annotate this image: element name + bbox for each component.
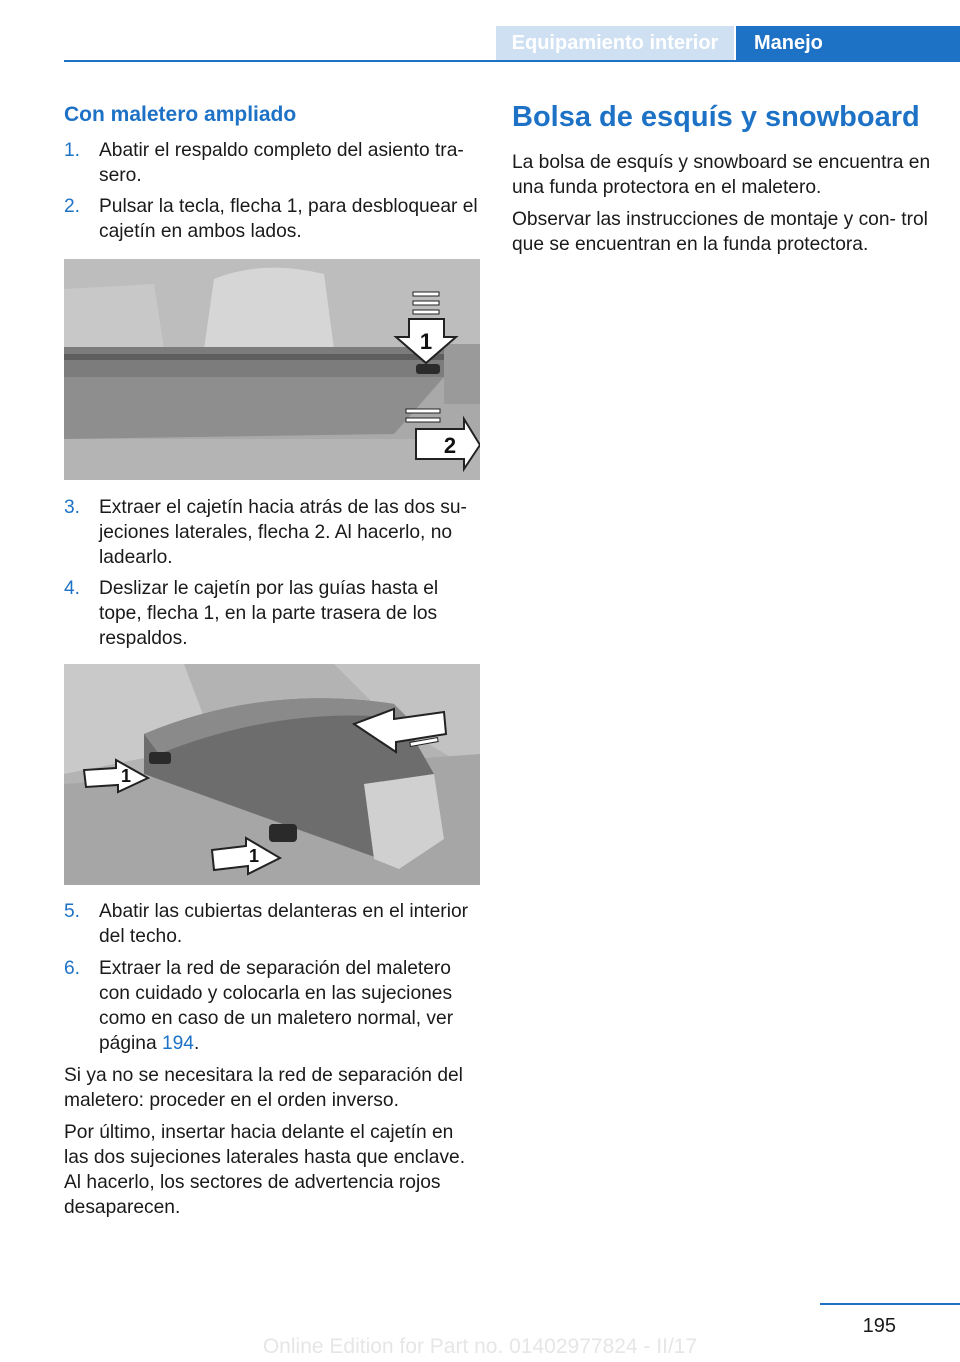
footer-edition: Online Edition for Part no. 01402977824 - II/17 xyxy=(262,1335,698,1358)
step-text: Pulsar la tecla, flecha 1, para desbloquear el cajetín en ambos lados. xyxy=(99,196,478,242)
page-reference-link[interactable]: 194 xyxy=(161,1033,194,1054)
step-number: 5. xyxy=(64,901,81,922)
step-1 xyxy=(64,138,482,188)
paragraph-ski-bag-location: La bolsa de esquís y snowboard se encuentra en una funda protectora en el maletero. xyxy=(512,152,931,198)
subheading-ampliado: Con maletero ampliado xyxy=(64,103,297,126)
step-text: Abatir las cubiertas delanteras en el interior del techo. xyxy=(99,901,469,947)
step-number: 2. xyxy=(64,196,81,217)
step-6 xyxy=(64,956,482,1056)
step-5 xyxy=(64,899,482,949)
figure-trunk-cover-unlock xyxy=(64,259,480,480)
step-number: 3. xyxy=(64,497,81,518)
step-2 xyxy=(64,194,482,244)
header-rule xyxy=(64,60,960,62)
figure-1-illustration xyxy=(64,259,480,480)
step-text xyxy=(99,956,482,1056)
step-3 xyxy=(64,495,482,570)
paragraph-ski-bag-instructions: Observar las instrucciones de montaje y con‐ trol que se encuentran en la funda protectora. xyxy=(512,209,928,255)
step-number: 6. xyxy=(64,958,81,979)
arrow-label-2: 2 xyxy=(443,433,457,458)
figure-trunk-cover-slide xyxy=(64,664,480,885)
paragraph-insert-box: Por último, insertar hacia delante el cajetín en las dos sujeciones laterales hasta que enclave. Al hacerlo, los sectores de advertencia rojos desaparecen. xyxy=(64,1122,466,1218)
step-text: Extraer el cajetín hacia atrás de las dos su‐ jeciones laterales, flecha 2. Al hacerlo, no ladearlo. xyxy=(99,497,467,568)
step-4 xyxy=(64,576,482,651)
footer-rule xyxy=(820,1303,960,1305)
step-number: 4. xyxy=(64,578,81,599)
step-6-period: . xyxy=(193,1033,200,1054)
step-text: Deslizar le cajetín por las guías hasta el tope, flecha 1, en la parte trasera de los respaldos. xyxy=(99,578,439,649)
heading-ski-bag: Bolsa de esquís y snowboard xyxy=(512,101,920,133)
header-section-tab: Equipamiento interior xyxy=(496,26,734,60)
arrow-label-1a: 1 xyxy=(120,766,132,786)
step-6-text: Extraer la red de separación del maletero con cuidado y colocarla en las sujeciones como en caso de un maletero normal, ver página xyxy=(99,958,454,1054)
header-chapter-tab: Manejo xyxy=(736,26,960,60)
arrow-label-1b: 1 xyxy=(248,846,260,866)
figure-2-illustration xyxy=(64,664,480,885)
page-number: 195 xyxy=(862,1315,896,1337)
step-text: Abatir el respaldo completo del asiento tra‐ sero. xyxy=(99,140,464,186)
paragraph-reverse-order: Si ya no se necesitara la red de separación del maletero: proceder en el orden inverso. xyxy=(64,1065,463,1111)
step-number: 1. xyxy=(64,140,81,161)
arrow-label-1: 1 xyxy=(419,329,433,354)
